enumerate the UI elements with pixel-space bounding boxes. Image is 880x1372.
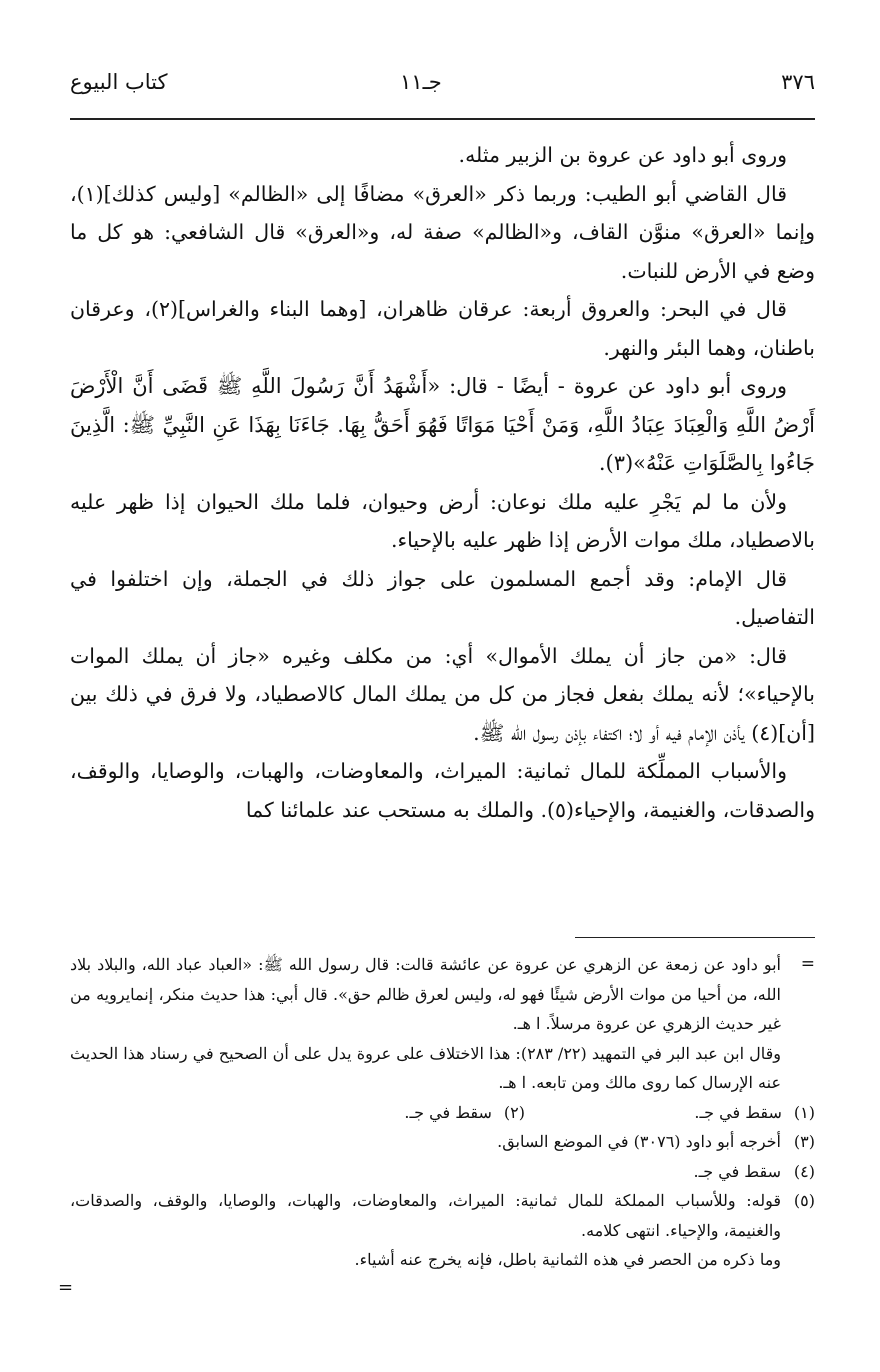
footnote-1 xyxy=(694,1098,815,1128)
header-rule xyxy=(70,118,815,120)
footnote-4 xyxy=(70,1157,815,1187)
running-header xyxy=(70,66,815,106)
footnote-3-text: أخرجه أبو داود (٣٠٧٦) في الموضع السابق. xyxy=(497,1132,781,1151)
footnote-pair-1-2 xyxy=(70,1098,815,1128)
footnote-2 xyxy=(404,1098,525,1128)
footnote-5-text: قوله: وللأسباب المملكة للمال ثمانية: الميراث، والمعاوضات، والهبات، والوصايا، والوقف، والصدقات، والغنيمة، والإحياء. انتهى كلامه. xyxy=(70,1191,782,1240)
footnote-continuation-line-1: أبو داود عن زمعة عن الزهري عن عروة عن عائشة قالت: قال رسول الله ﷺ: «العباد عباد الله، والبلاد بلاد الله، من أحيا من موات الأرض شيئًا فهو له، وليس لعرق ظالم حق». قال أبي: هذا حديث منكر، إنمايرويه من غير حديث الزهري عن عروة مرسلاً. ا هـ. xyxy=(70,955,781,1033)
footnote-5-number: (٥) xyxy=(793,1191,815,1210)
footnote-continuation-line-2: وقال ابن عبد البر في التمهيد (٢٢/ ٢٨٣): هذا الاختلاف على عروة يدل على أن الصحيح في رسناد هذا الحديث عنه الإرسال كما روى مالك ومن تابعه. ا هـ. xyxy=(70,1043,781,1092)
footnote-4-text: سقط في جـ. xyxy=(693,1161,781,1181)
paragraph-8: والأسباب المملِّكة للمال ثمانية: الميراث، والمعاوضات، والهبات، والوصايا، والوقف، والصدقات، والغنيمة، والإحياء(٥). والملك به مستحب عند علمائنا كما xyxy=(70,759,815,822)
footnote-3-number: (٣) xyxy=(793,1132,815,1151)
page-number: ٣٧٦ xyxy=(781,70,815,94)
footnote-3 xyxy=(70,1127,815,1157)
continues-mark: = xyxy=(58,1277,74,1298)
main-text xyxy=(70,136,815,829)
paragraph-6: قال الإمام: وقد أجمع المسلمون على جواز ذلك في الجملة، وإن اختلفوا في التفاصيل. xyxy=(70,566,815,629)
paragraph-1: وروى أبو داود عن عروة بن الزبير مثله. xyxy=(458,143,787,167)
paragraph-2: قال القاضي أبو الطيب: وربما ذكر «العرق» مضافًا إلى «الظالم» [وليس كذلك](١)، وإنما «العرق» منوَّن القاف، و«الظالم» صفة له، و«العرق» قال الشافعي: هو كل ما وضع في الأرض للنبات. xyxy=(70,181,815,283)
footnote-5-tail-text: وما ذكره من الحصر في هذه الثمانية باطل، فإنه يخرج عنه أشياء. xyxy=(354,1250,781,1269)
footnote-continuation xyxy=(70,950,815,1098)
paragraph-4: وروى أبو داود عن عروة - أيضًا - قال: «أَشْهَدُ أَنَّ رَسُولَ اللَّهِ ﷺ قَضَى أَنَّ الْأَرْضَ أَرْضُ اللَّهِ وَالْعِبَادَ عِبَادُ اللَّهِ، وَمَنْ أَحْيَا مَوَاتًا فَهُوَ أَحَقُّ بِهَا. جَاءَنَا بِهَذَا عَنِ النَّبِيِّ ﷺ: الَّذِينَ جَاءُوا بِالصَّلَوَاتِ عَنْهُ»(٣). xyxy=(70,374,815,475)
footnote-5 xyxy=(70,1186,815,1245)
book-title: كتاب البيوع xyxy=(70,70,168,94)
footnote-1-number: (١) xyxy=(793,1102,815,1122)
footnotes xyxy=(70,950,815,1275)
continuation-mark: = xyxy=(800,954,815,974)
footnote-2-number: (٢) xyxy=(503,1102,525,1122)
volume-label: جـ١١ xyxy=(400,70,442,94)
footnote-1-text: سقط في جـ. xyxy=(694,1102,782,1122)
footnote-rule xyxy=(575,937,815,938)
paragraph-3: قال في البحر: والعروق أربعة: عرقان ظاهران، [وهما البناء والغراس](٢)، وعرقان باطنان، وهما البئر والنهر. xyxy=(70,297,815,360)
paragraph-7: قال: «من جاز أن يملك الأموال» أي: من مكلف وغيره «جاز أن يملك الموات بالإحياء»؛ لأنه يملك بفعل فجاز من كل من يملك المال كالاصطياد، ولا فرق في ذلك بين [أن](٤) يأذن الإمام فيه أو لا؛ اكتفاء بإذن رسول الله ﷺ. xyxy=(70,643,815,745)
footnote-4-number: (٤) xyxy=(793,1161,815,1181)
footnote-5-continuation xyxy=(70,1245,815,1275)
paragraph-5: ولأن ما لم يَجْرِ عليه ملك نوعان: أرض وحيوان، فلما ملك الحيوان إذا ظهر عليه بالاصطياد، ملك موات الأرض إذا ظهر عليه بالإحياء. xyxy=(70,489,815,552)
footnote-2-text: سقط في جـ. xyxy=(404,1102,492,1122)
